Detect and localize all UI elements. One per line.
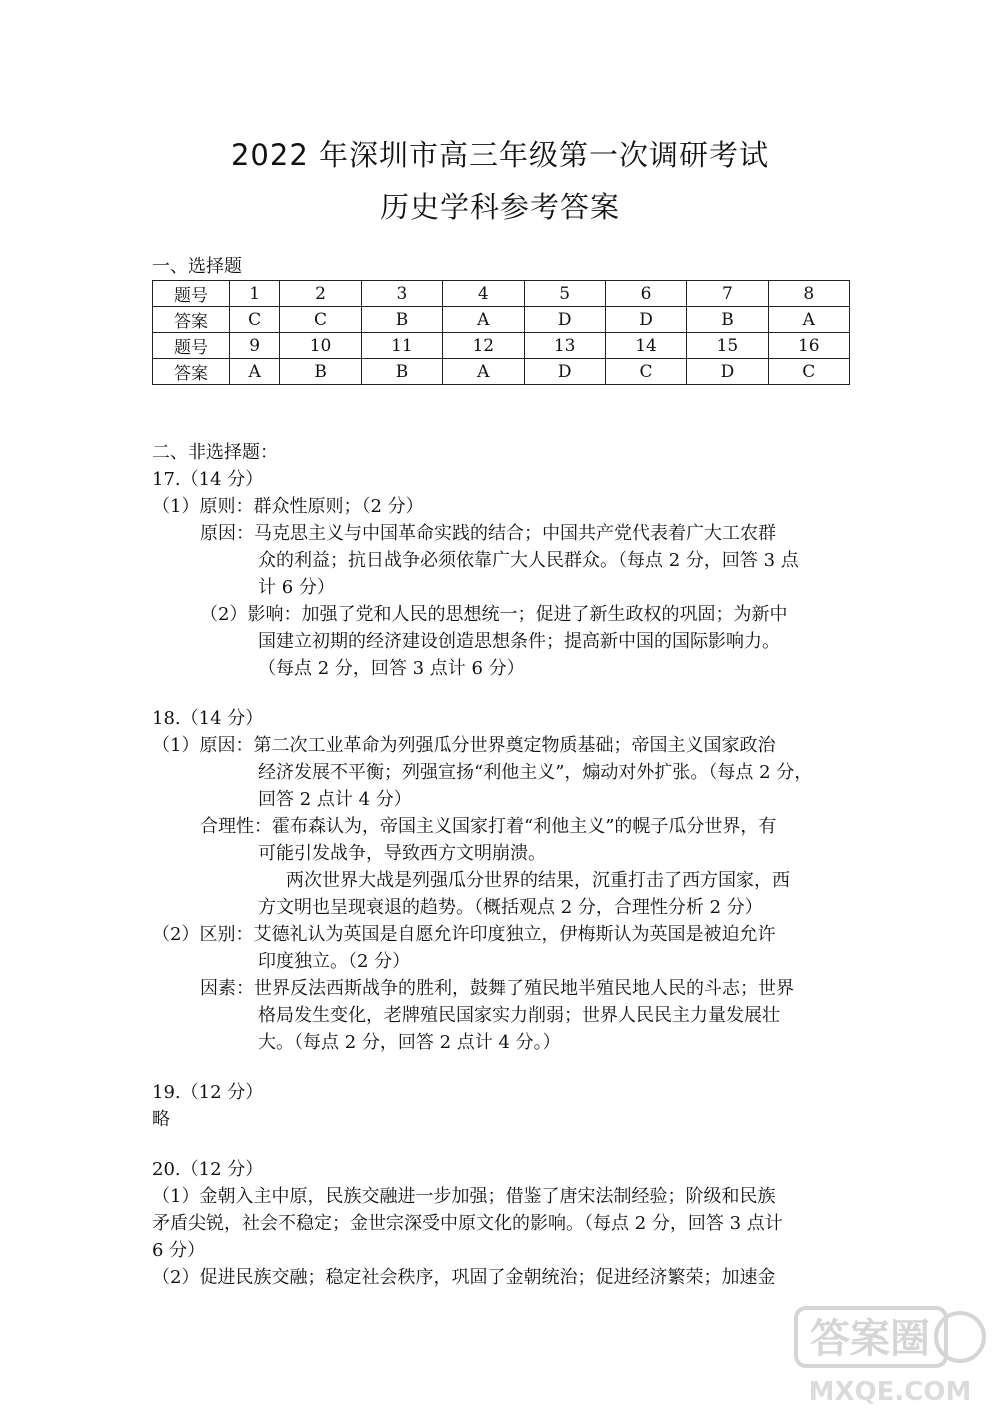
table-cell: 14: [605, 333, 686, 359]
table-cell: 2: [280, 281, 361, 307]
question-heading: 17.（14 分）: [152, 469, 264, 490]
answer-line: （2）区别：艾德礼认为英国是自愿允许印度独立，伊梅斯认为英国是被迫允许: [152, 924, 776, 945]
answer-line: 众的利益；抗日战争必须依靠广大人民群众。（每点 2 分，回答 3 点: [258, 550, 799, 571]
row-label: 答案: [153, 359, 230, 385]
table-cell: 10: [280, 333, 361, 359]
row-label: 题号: [153, 281, 230, 307]
table-cell: 15: [687, 333, 768, 359]
table-cell: 5: [524, 281, 605, 307]
table-cell: B: [687, 307, 768, 333]
table-cell: B: [280, 359, 361, 385]
table-cell: 16: [768, 333, 849, 359]
table-cell: C: [768, 359, 849, 385]
table-cell: 13: [524, 333, 605, 359]
table-cell: 9: [230, 333, 280, 359]
page-subtitle: 历史学科参考答案: [379, 190, 620, 224]
answer-table: [152, 280, 850, 385]
answer-line: 6 分）: [152, 1240, 206, 1261]
answer-line: 可能引发战争，导致西方文明崩溃。: [258, 843, 546, 864]
page-title: 2022 年深圳市高三年级第一次调研考试: [230, 138, 770, 172]
answer-line: （1）金朝入主中原，民族交融进一步加强；借鉴了唐宋法制经验；阶级和民族: [152, 1186, 776, 1207]
table-cell: 6: [605, 281, 686, 307]
answer-line: 因素：世界反法西斯战争的胜利，鼓舞了殖民地半殖民地人民的斗志；世界: [200, 978, 794, 999]
watermark-logo: [790, 1300, 990, 1410]
answer-line: 格局发生变化，老牌殖民国家实力削弱；世界人民民主力量发展壮: [258, 1005, 780, 1026]
section-heading-choice: 一、选择题: [152, 256, 242, 277]
table-cell: A: [230, 359, 280, 385]
table-row: [153, 333, 850, 359]
answer-line: （1）原因：第二次工业革命为列强瓜分世界奠定物质基础；帝国主义国家政治: [152, 735, 776, 756]
answer-line: （1）原则：群众性原则；（2 分）: [152, 496, 424, 517]
answer-line: （2）促进民族交融；稳定社会秩序，巩固了金朝统治；促进经济繁荣；加速金: [152, 1267, 776, 1288]
question-heading: 18.（14 分）: [152, 708, 264, 729]
answer-line: 合理性：霍布森认为，帝国主义国家打着“利他主义”的幌子瓜分世界，有: [200, 816, 777, 837]
table-cell: A: [443, 307, 524, 333]
table-cell: A: [768, 307, 849, 333]
table-cell: D: [605, 307, 686, 333]
answer-line: 大。（每点 2 分，回答 2 点计 4 分。）: [258, 1032, 561, 1053]
answer-line: 印度独立。（2 分）: [258, 951, 411, 972]
row-label: 答案: [153, 307, 230, 333]
answer-line: （2）影响：加强了党和人民的思想统一；促进了新生政权的巩固；为新中: [200, 604, 788, 625]
table-cell: D: [524, 359, 605, 385]
answer-line: （每点 2 分，回答 3 点计 6 分）: [258, 658, 525, 679]
table-cell: 1: [230, 281, 280, 307]
svg-text:答案圈: 答案圈: [810, 1316, 930, 1362]
table-cell: 7: [687, 281, 768, 307]
question-heading: 20.（12 分）: [152, 1159, 264, 1180]
table-cell: C: [230, 307, 280, 333]
table-cell: A: [443, 359, 524, 385]
answer-line: 两次世界大战是列强瓜分世界的结果，沉重打击了西方国家，西: [286, 870, 790, 891]
table-row: [153, 307, 850, 333]
table-cell: B: [361, 359, 442, 385]
table-cell: C: [280, 307, 361, 333]
answer-line: 计 6 分）: [258, 577, 335, 598]
table-cell: B: [361, 307, 442, 333]
section-heading-essay: 二、非选择题：: [152, 442, 278, 463]
answer-line: 回答 2 点计 4 分）: [258, 789, 412, 810]
question-heading: 19.（12 分）: [152, 1082, 264, 1103]
table-cell: C: [605, 359, 686, 385]
answer-line: 经济发展不平衡；列强宣扬“利他主义”，煽动对外扩张。（每点 2 分，: [258, 762, 813, 783]
table-row: [153, 359, 850, 385]
table-cell: 12: [443, 333, 524, 359]
answer-line: 略: [152, 1109, 170, 1130]
table-cell: D: [524, 307, 605, 333]
answer-line: 矛盾尖锐，社会不稳定；金世宗深受中原文化的影响。（每点 2 分，回答 3 点计: [152, 1213, 783, 1234]
svg-text:MXQE.COM: MXQE.COM: [808, 1377, 972, 1407]
table-cell: 4: [443, 281, 524, 307]
answer-line: 国建立初期的经济建设创造思想条件；提高新中国的国际影响力。: [258, 631, 780, 652]
table-cell: 8: [768, 281, 849, 307]
answer-line: 方文明也呈现衰退的趋势。（概括观点 2 分，合理性分析 2 分）: [258, 897, 763, 918]
table-row: [153, 281, 850, 307]
table-cell: 11: [361, 333, 442, 359]
table-cell: 3: [361, 281, 442, 307]
table-cell: D: [687, 359, 768, 385]
answer-line: 原因：马克思主义与中国革命实践的结合；中国共产党代表着广大工农群: [200, 523, 776, 544]
row-label: 题号: [153, 333, 230, 359]
